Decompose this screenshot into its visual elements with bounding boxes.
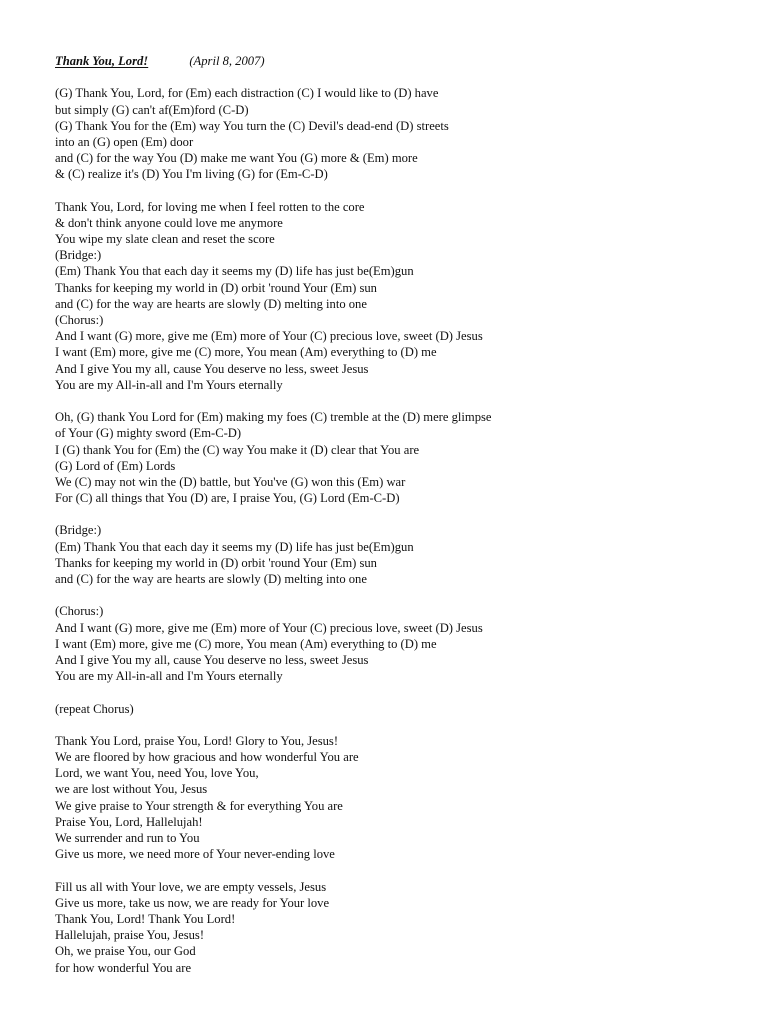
lyric-line: & (C) realize it's (D) You I'm living (G) for (Em-C-D) — [55, 167, 328, 182]
lyric-line: (Bridge:) — [55, 248, 102, 263]
lyric-line: Fill us all with Your love, we are empty vessels, Jesus — [55, 879, 327, 894]
title-row — [55, 53, 755, 69]
lyric-line: (Chorus:) — [55, 313, 104, 327]
lyric-line: we are lost without You, Jesus — [55, 782, 208, 797]
lyric-line: Oh, (G) thank You Lord for (Em) making my foes (C) tremble at the (D) mere glimpse — [55, 410, 492, 425]
lyric-line: Thanks for keeping my world in (D) orbit 'round Your (Em) sun — [55, 555, 377, 570]
lyric-line: I (G) thank You for (Em) the (C) way You make it (D) clear that You are — [55, 442, 420, 457]
stanza — [55, 879, 755, 976]
lyric-line: (G) Thank You for the (Em) way You turn the (C) Devil's dead-end (D) streets — [55, 118, 449, 133]
lyric-line: I want (Em) more, give me (C) more, You mean (Am) everything to (D) me — [55, 636, 437, 651]
stanza — [55, 199, 755, 393]
lyric-line: but simply (G) can't af(Em)ford (C-D) — [55, 102, 249, 117]
lyric-line: (G) Lord of (Em) Lords — [55, 458, 176, 473]
stanza — [55, 522, 755, 587]
lyric-line: Thank You Lord, praise You, Lord! Glory to You, Jesus! — [55, 733, 339, 748]
lyric-line: Praise You, Lord, Hallelujah! — [55, 814, 203, 829]
lyric-line: and (C) for the way are hearts are slowly (D) melting into one — [55, 572, 367, 586]
lyric-line: into an (G) open (Em) door — [55, 134, 194, 149]
lyric-line: And I want (G) more, give me (Em) more of Your (C) precious love, sweet (D) Jesus — [55, 329, 483, 344]
lyric-line: We (C) may not win the (D) battle, but You've (G) won this (Em) war — [55, 474, 406, 489]
lyric-line: (Chorus:) — [55, 604, 104, 619]
lyric-line: I want (Em) more, give me (C) more, You mean (Am) everything to (D) me — [55, 345, 437, 360]
lyric-line: And I give You my all, cause You deserve no less, sweet Jesus — [55, 652, 369, 667]
lyric-line: You are my All-in-all and I'm Yours eternally — [55, 669, 283, 684]
lyric-line: We are floored by how gracious and how wonderful You are — [55, 750, 359, 765]
song-title: Thank You, Lord! — [55, 54, 149, 68]
lyric-line: And I give You my all, cause You deserve no less, sweet Jesus — [55, 361, 369, 376]
lyric-line: And I want (G) more, give me (Em) more of Your (C) precious love, sweet (D) Jesus — [55, 620, 483, 635]
song-date: (April 8, 2007) — [189, 54, 265, 68]
lyric-line: Thank You, Lord, for loving me when I feel rotten to the core — [55, 199, 365, 214]
stanza — [55, 701, 755, 717]
stanza — [55, 603, 755, 684]
stanza — [55, 85, 755, 182]
lyric-line: Thanks for keeping my world in (D) orbit 'round Your (Em) sun — [55, 280, 377, 295]
lyric-line: Give us more, we need more of Your never-ending love — [55, 847, 335, 862]
lyric-line: Lord, we want You, need You, love You, — [55, 766, 259, 781]
lyric-line: (repeat Chorus) — [55, 701, 134, 716]
lyric-line: Hallelujah, praise You, Jesus! — [55, 928, 205, 943]
lyric-line: For (C) all things that You (D) are, I praise You, (G) Lord (Em-C-D) — [55, 491, 400, 506]
stanza-list — [55, 85, 755, 975]
lyrics-page — [55, 53, 755, 976]
lyric-line: and (C) for the way You (D) make me want You (G) more & (Em) more — [55, 151, 418, 166]
lyric-line: We give praise to Your strength & for everything You are — [55, 798, 343, 813]
lyric-line: & don't think anyone could love me anymore — [55, 215, 283, 230]
stanza — [55, 409, 755, 506]
lyric-line: (Em) Thank You that each day it seems my (D) life has just be(Em)gun — [55, 264, 414, 279]
lyric-line: Give us more, take us now, we are ready for Your love — [55, 895, 330, 910]
lyric-line: of Your (G) mighty sword (Em-C-D) — [55, 426, 242, 441]
lyric-line: You wipe my slate clean and reset the score — [55, 232, 275, 247]
lyric-line: We surrender and run to You — [55, 831, 200, 845]
lyric-line: (Em) Thank You that each day it seems my (D) life has just be(Em)gun — [55, 539, 414, 554]
stanza — [55, 733, 755, 863]
lyric-line: Oh, we praise You, our God — [55, 944, 196, 959]
lyric-line: (Bridge:) — [55, 523, 102, 538]
lyric-line: for how wonderful You are — [55, 960, 192, 975]
lyric-line: Thank You, Lord! Thank You Lord! — [55, 911, 236, 926]
lyric-line: (G) Thank You, Lord, for (Em) each distraction (C) I would like to (D) have — [55, 86, 439, 101]
lyric-line: and (C) for the way are hearts are slowly (D) melting into one — [55, 296, 367, 311]
lyric-line: You are my All-in-all and I'm Yours eternally — [55, 377, 283, 392]
